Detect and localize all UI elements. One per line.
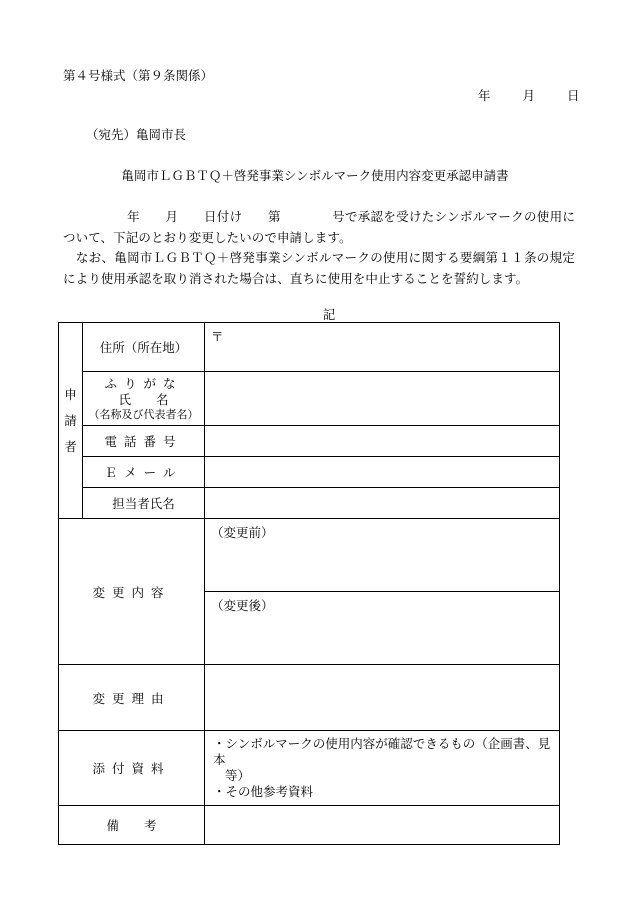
address-field[interactable]: [205, 323, 560, 372]
phone-row: [59, 426, 560, 457]
remarks-label: 備 考: [59, 806, 205, 845]
attachments-row: [59, 731, 560, 806]
remarks-field[interactable]: [205, 806, 560, 845]
change-before-field[interactable]: [205, 519, 560, 592]
application-form-table: [58, 322, 560, 845]
postal-mark: 〒: [211, 329, 224, 344]
change-reason-label: 変更理由: [59, 665, 205, 731]
change-before-row: [59, 519, 560, 592]
attachment-item-1-cont: 等）: [225, 768, 251, 783]
form-number-label: 第４号様式（第９条関係）: [63, 68, 214, 83]
applicant-char-1: 申: [64, 386, 77, 402]
attachments-label: 添付資料: [59, 731, 205, 806]
date-month: 月: [522, 88, 535, 103]
address-row: [59, 323, 560, 372]
contact-field[interactable]: [205, 488, 560, 519]
furigana-label: ふりがな: [104, 375, 183, 391]
application-statement: 年 月 日付け 第 号で承認を受けたシンボルマークの使用について、下記のとおり変更したいので申請します。: [63, 209, 575, 245]
addressee: （宛先）亀岡市長: [86, 127, 187, 142]
applicant-char-3: 者: [64, 438, 77, 454]
contact-row: [59, 488, 560, 519]
change-after-field[interactable]: [205, 592, 560, 665]
before-label: （変更前）: [211, 525, 274, 540]
name-field[interactable]: [205, 372, 560, 426]
change-reason-field[interactable]: [205, 665, 560, 731]
date-year: 年: [478, 88, 491, 103]
email-label: Ｅメール: [83, 457, 205, 488]
phone-label: 電話番号: [83, 426, 205, 457]
date-day: 日: [566, 88, 580, 103]
phone-field[interactable]: [205, 426, 560, 457]
change-reason-row: [59, 665, 560, 731]
email-field[interactable]: [205, 457, 560, 488]
remarks-row: [59, 806, 560, 845]
name-sub-label: （名称及び代表者名）: [88, 407, 199, 421]
attachments-list: [205, 731, 560, 806]
email-row: [59, 457, 560, 488]
contact-label: 担当者氏名: [83, 488, 205, 519]
name-row: [59, 372, 560, 426]
after-label: （変更後）: [211, 598, 274, 613]
document-title: 亀岡市ＬＧＢＴＱ＋啓発事業シンボルマーク使用内容変更承認申請書: [121, 168, 509, 183]
ki-heading: 記: [322, 307, 336, 322]
applicant-char-2: 請: [64, 412, 77, 428]
attachment-item-1: ・シンボルマークの使用内容が確認できるもの（企画書、見本: [213, 736, 551, 767]
pledge-statement: なお、亀岡市ＬＧＢＴＱ＋啓発事業シンボルマークの使用に関する要綱第１１条の規定により使用承認を取り消された場合は、直ちに使用を中止することを誓約します。: [63, 250, 575, 286]
change-content-label: 変更内容: [59, 519, 205, 665]
applicant-label: [59, 323, 83, 519]
date-line: [478, 86, 579, 104]
name-label-cell: [83, 372, 205, 426]
attachment-item-2: ・その他参考資料: [213, 784, 314, 799]
address-label: 住所（所在地）: [83, 323, 205, 372]
name-label: 氏 名: [118, 391, 169, 407]
